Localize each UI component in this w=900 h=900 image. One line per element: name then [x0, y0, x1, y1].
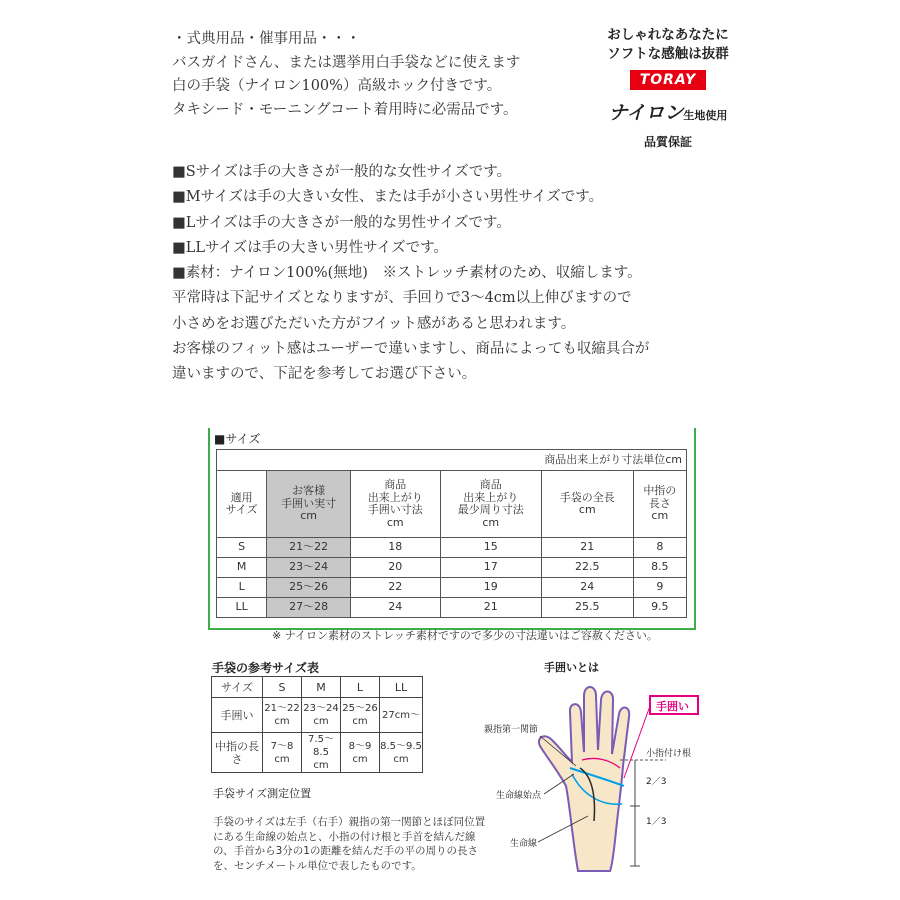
toray-logo: TORAY: [630, 70, 707, 90]
description-text: [172, 160, 732, 388]
size-table-header: お客様 手囲い実寸 cm: [267, 471, 351, 538]
size-table-header: 手袋の全長 cm: [541, 471, 633, 538]
reference-cell: 21～22 cm: [263, 698, 302, 733]
table-row: [217, 538, 687, 558]
measure-title: 手袋サイズ測定位置: [213, 787, 312, 800]
size-table-cell: 8.5: [633, 558, 686, 578]
table-row: [212, 677, 423, 698]
reference-cell: 手囲い: [212, 698, 263, 733]
table-row: [217, 578, 687, 598]
size-table-cell: 17: [440, 558, 541, 578]
size-table-cell: 9.5: [633, 598, 686, 618]
brand-slogan-1: おしゃれなあなたに: [607, 27, 729, 43]
intro-line: バスガイドさん、または選挙用白手袋などに使えます: [172, 54, 521, 71]
reference-cell: 7～8 cm: [263, 733, 302, 773]
reference-cell: 23～24 cm: [302, 698, 341, 733]
size-table-cell: 9: [633, 578, 686, 598]
one-third-label: 1／3: [646, 817, 667, 827]
desc-line: 平常時は下記サイズとなりますが、手回りで3～4cm以上伸びますので: [172, 290, 632, 307]
reference-cell: 25～26 cm: [341, 698, 380, 733]
nylon-label: ナイロン: [608, 102, 684, 124]
desc-line: ■Lサイズは手の大きさが一般的な男性サイズです。: [172, 214, 511, 231]
reference-header: L: [341, 677, 380, 698]
measure-line: を、センチメートル単位で表したものです。: [213, 859, 422, 872]
size-table-cell: 22: [350, 578, 440, 598]
intro-line: タキシード・モーニングコート着用時に必需品です。: [172, 101, 518, 118]
size-table-cell: 18: [350, 538, 440, 558]
reference-header: LL: [380, 677, 423, 698]
pinky-base-label: 小指付け根: [646, 749, 692, 759]
reference-header: S: [263, 677, 302, 698]
desc-line: ■Sサイズは手の大きさが一般的な女性サイズです。: [172, 164, 512, 180]
size-table-cell: 23～24: [267, 558, 351, 578]
reference-header: サイズ: [212, 677, 263, 698]
size-table-cell: 21～22: [267, 538, 351, 558]
size-table-cell: 21: [440, 598, 541, 618]
size-table-header: 適用 サイズ: [217, 471, 267, 538]
size-table-title: ■サイズ: [214, 432, 261, 446]
nylon-sub-label: 生地使用: [683, 109, 728, 122]
diagram-title: 手囲いとは: [544, 661, 599, 674]
size-table-cell: S: [217, 538, 267, 558]
reference-cell: 中指の長さ: [212, 733, 263, 773]
desc-line: ■素材：ナイロン100%(無地) ※ストレッチ素材のため、収縮します。: [172, 265, 642, 282]
size-footnote: ※ ナイロン素材のストレッチ素材ですので多少の寸法違いはご容赦ください。: [272, 629, 658, 642]
hand-diagram: [470, 656, 720, 886]
desc-line: お客様のフィット感はユーザーで違いますし、商品によっても収縮具合が: [172, 341, 650, 358]
size-table-cell: 15: [440, 538, 541, 558]
size-table-cell: 21: [541, 538, 633, 558]
size-table-cell: 22.5: [541, 558, 633, 578]
intro-line: ・式典用品・催事用品・・・: [172, 31, 361, 47]
reference-header: M: [302, 677, 341, 698]
size-table-cell: 24: [350, 598, 440, 618]
thumb-joint-label: 親指第一関節: [484, 725, 539, 735]
table-row: [212, 698, 423, 733]
desc-line: ■LLサイズは手の大きい男性サイズです。: [172, 239, 448, 256]
size-table-header: 商品 出来上がり 手囲い寸法 cm: [350, 471, 440, 538]
two-thirds-label: 2／3: [646, 777, 667, 787]
size-table-cell: 24: [541, 578, 633, 598]
circumference-tag-label: 手囲い: [656, 700, 689, 713]
measure-text: [213, 815, 485, 873]
desc-line: 小さめをお選びただいた方がフイット感があると思われます。: [172, 315, 576, 332]
size-table-cell: 25～26: [267, 578, 351, 598]
quality-label: 品質保証: [643, 135, 692, 149]
table-row: [217, 598, 687, 618]
size-table-cell: LL: [217, 598, 267, 618]
reference-cell: 27cm～: [380, 698, 423, 733]
unit-note: 商品出来上がり寸法単位cm: [217, 450, 687, 471]
intro-text: [172, 28, 592, 122]
reference-cell: 7.5～8.5 cm: [302, 733, 341, 773]
reference-title: 手袋の参考サイズ表: [212, 661, 320, 675]
lifeline-label: 生命線: [510, 839, 538, 849]
measure-line: にある生命線の始点と、小指の付け根と手首を結んだ線: [213, 830, 476, 843]
measure-line: の、手首から3分の1の距離を結んだ手の平の周りの長さ: [213, 845, 478, 857]
size-table-header: 商品 出来上がり 最少周り寸法 cm: [440, 471, 541, 538]
nylon-badge: [598, 98, 738, 125]
desc-line: 違いますので、下記を参考してお選び下さい。: [172, 366, 477, 383]
intro-line: 白の手袋（ナイロン100%）高級ホック付きです。: [172, 78, 502, 94]
size-table-cell: 19: [440, 578, 541, 598]
lifeline-start-label: 生命線始点: [496, 791, 542, 801]
size-table-header: 中指の 長さ cm: [633, 471, 686, 538]
desc-line: ■Mサイズは手の大きい女性、または手が小さい男性サイズです。: [172, 189, 604, 206]
table-row: [217, 558, 687, 578]
size-table-cell: 20: [350, 558, 440, 578]
reference-table: [211, 676, 423, 773]
size-table-cell: 8: [633, 538, 686, 558]
brand-slogan-2: ソフトな感触は抜群: [607, 46, 729, 62]
size-table-cell: M: [217, 558, 267, 578]
size-table: [216, 449, 687, 618]
size-table-cell: L: [217, 578, 267, 598]
reference-cell: 8.5～9.5 cm: [380, 733, 423, 773]
table-row: [212, 733, 423, 773]
size-table-cell: 27～28: [267, 598, 351, 618]
size-table-cell: 25.5: [541, 598, 633, 618]
measure-line: 手袋のサイズは左手（右手）親指の第一関節とほぼ同位置: [213, 816, 486, 828]
hand-outline-icon: [539, 687, 629, 871]
brand-block: [598, 26, 738, 150]
reference-cell: 8～9 cm: [341, 733, 380, 773]
